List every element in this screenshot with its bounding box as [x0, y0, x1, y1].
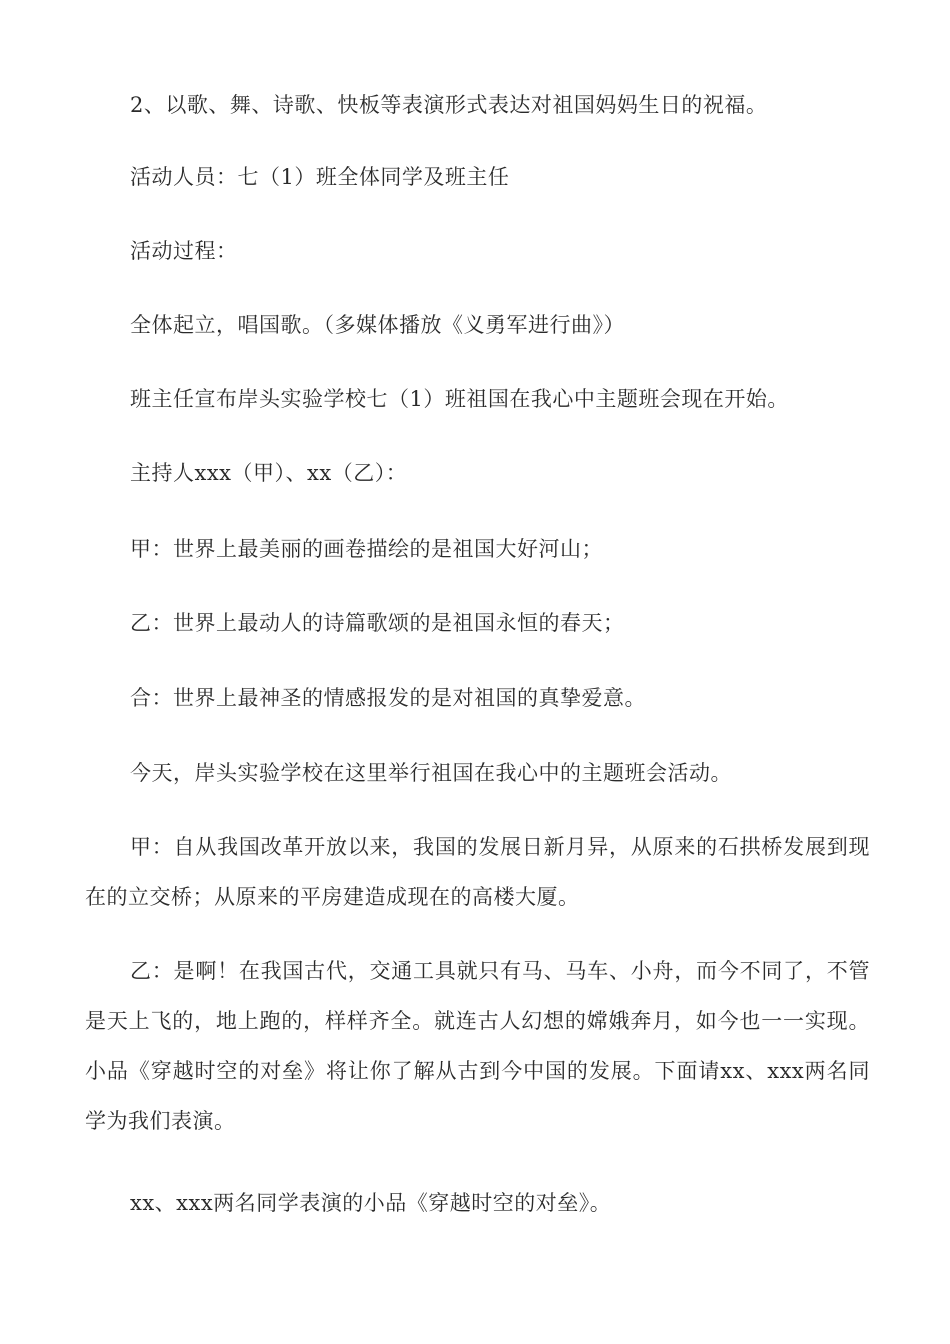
paragraph-together-line: 合：世界上最神圣的情感报发的是对祖国的真挚爱意。 [130, 686, 646, 710]
paragraph-performance-goal: 2、以歌、舞、诗歌、快板等表演形式表达对祖国妈妈生日的祝福。 [130, 93, 768, 117]
paragraph-host-a-line: 甲：世界上最美丽的画卷描绘的是祖国大好河山； [130, 537, 603, 561]
paragraph-process-heading: 活动过程： [130, 239, 238, 263]
paragraph-teacher-announcement: 班主任宣布岸头实验学校七（1）班祖国在我心中主题班会现在开始。 [130, 387, 789, 411]
paragraph-national-anthem: 全体起立，唱国歌。（多媒体播放《义勇军进行曲》） [130, 313, 625, 337]
paragraph-host-b-development: 乙：是啊！在我国古代，交通工具就只有马、马车、小舟，而今不同了，不管是天上飞的，地上跑的，样样齐全。就连古人幻想的嫦娥奔月，如今也一一实现。小品《穿越时空的对垒》将让你了解从古到今中国的发展。下面请xx、xxx两名同学为我们表演。 [85, 959, 870, 1133]
paragraph-participants: 活动人员：七（1）班全体同学及班主任 [130, 165, 510, 189]
paragraph-host-a-development: 甲：自从我国改革开放以来，我国的发展日新月异，从原来的石拱桥发展到现在的立交桥；从原来的平房建造成现在的高楼大厦。 [85, 835, 870, 909]
paragraph-hosts: 主持人xxx（甲）、xx（乙）： [130, 461, 408, 485]
paragraph-host-b-line: 乙：世界上最动人的诗篇歌颂的是祖国永恒的春天； [130, 611, 625, 635]
paragraph-today: 今天，岸头实验学校在这里举行祖国在我心中的主题班会活动。 [130, 761, 732, 785]
paragraph-skit-performance: xx、xxx两名同学表演的小品《穿越时空的对垒》。 [130, 1191, 612, 1215]
